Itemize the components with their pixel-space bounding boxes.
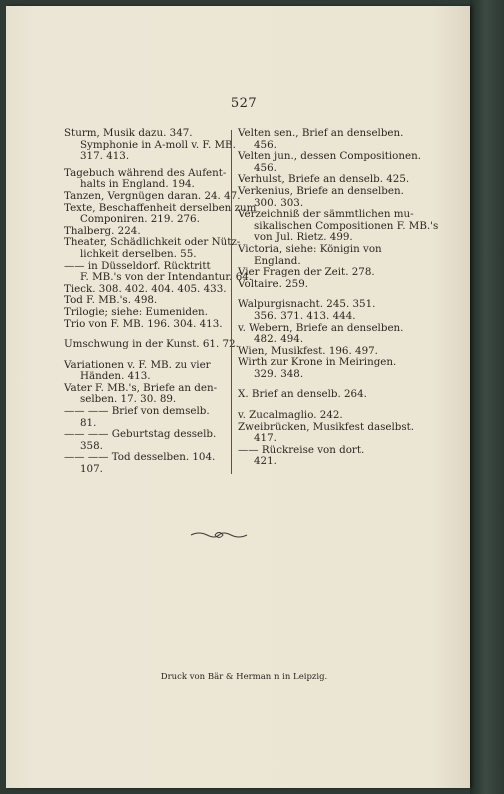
index-entry-heading: Wien, Musikfest. 196. 497. (238, 344, 378, 357)
ornament-divider (189, 529, 249, 541)
index-entry-heading: Verhulst, Briefe an denselb. 425. (238, 173, 410, 186)
index-entry-heading: X. Brief an denselb. 264. (238, 388, 367, 401)
index-entry-heading: Vier Fragen der Zeit. 278. (238, 266, 375, 279)
index-entry-continuation: lichkeit derselben. 55. (80, 247, 197, 260)
index-column-left (64, 127, 257, 476)
index-entry-heading: Variationen v. F. MB. zu vier (64, 358, 211, 371)
index-entry (238, 186, 416, 209)
printer-imprint: Druck von Bär & Herman n in Leipzig. (160, 672, 328, 682)
index-entry (238, 323, 416, 346)
index-entry (238, 389, 416, 401)
index-entry (64, 168, 234, 191)
index-entry-continuation: Componiren. 219. 276. (80, 213, 200, 226)
index-entry-heading: Tagebuch während des Aufent- (64, 166, 227, 179)
index-entry-heading: Voltaire. 259. (238, 277, 309, 290)
index-entry-continuation: 358. (80, 439, 103, 452)
index-entry-heading: Trio von F. MB. 196. 304. 413. (64, 317, 223, 330)
index-entry (64, 406, 234, 429)
index-entry (64, 452, 234, 475)
index-entry (64, 319, 234, 331)
index-entry-continuation: 317. 413. (80, 150, 130, 163)
index-entry (64, 383, 234, 406)
index-entry-heading: —— —— Geburtstag desselb. (64, 428, 217, 441)
index-entry-heading: Sturm, Musik dazu. 347. (64, 127, 193, 139)
index-entry (64, 338, 239, 351)
index-entry (64, 128, 234, 163)
index-entry-heading: —— in Düsseldorf. Rücktritt (64, 259, 211, 272)
index-entry-heading: Velten sen., Brief an denselben. (238, 127, 404, 139)
index-entry-continuation: F. MB.'s von der Intendantur. 64. (80, 271, 253, 284)
index-entry-heading: Umschwung in der Kunst. 61. 72. (64, 338, 239, 351)
index-entry-heading: Texte, Beschaffenheit derselben zum (64, 201, 257, 214)
index-entry-heading: Theater, Schädlichkeit oder Nütz- (64, 236, 241, 249)
index-entry (238, 279, 416, 291)
index-entry-continuation: sikalischen Compositionen F. MB.'s (254, 219, 439, 232)
index-entry (238, 267, 416, 279)
index-entry-continuation: 81. (80, 416, 97, 429)
index-entry-continuation: 421. (254, 455, 277, 468)
index-entry-continuation: 329. 348. (254, 367, 304, 380)
index-entry-heading: v. Zucalmaglio. 242. (238, 409, 343, 422)
index-entry-heading: —— —— Brief von demselb. (64, 405, 210, 418)
index-entry-heading: Tieck. 308. 402. 404. 405. 433. (64, 282, 227, 295)
index-entry-continuation: 417. (254, 432, 277, 445)
index-entry (238, 208, 439, 244)
index-entry (64, 307, 234, 319)
index-entry-heading: —— —— Tod desselben. 104. (64, 451, 216, 464)
index-entry-continuation: halts in England. 194. (80, 178, 195, 191)
index-entry-heading: Zweibrücken, Musikfest daselbst. (238, 420, 415, 433)
index-entry (238, 422, 416, 445)
index-entry (64, 360, 234, 383)
index-entry (238, 445, 416, 468)
index-entry-heading: —— Rückreise von dort. (238, 443, 365, 456)
book-edge (470, 0, 504, 794)
index-entry-heading: Trilogie; siehe: Eumeniden. (64, 305, 208, 318)
index-entry-heading: Tanzen, Vergnügen daran. 24. 47. (64, 189, 241, 202)
index-entry-continuation: 456. (254, 161, 277, 174)
page-number: 527 (230, 96, 258, 111)
index-entry-continuation: England. (254, 254, 301, 267)
index-entry-continuation: 107. (80, 463, 103, 476)
index-entry-heading: Victoria, siehe: Königin von (238, 242, 382, 255)
index-entry-heading: Vater F. MB.'s, Briefe an den- (64, 381, 218, 394)
index-entry-continuation: selben. 17. 30. 89. (80, 393, 177, 406)
index-entry-heading: Tod F. MB.'s. 498. (64, 294, 158, 307)
index-entry-heading: Thalberg. 224. (64, 224, 141, 237)
index-entry-continuation: 482. 494. (254, 333, 304, 346)
index-entry-continuation: 300. 303. (254, 196, 304, 209)
index-entry (238, 150, 422, 174)
index-entry-heading: Walpurgisnacht. 245. 351. (238, 298, 376, 311)
index-entry (64, 201, 257, 226)
index-entry (64, 259, 253, 284)
index-entry (238, 410, 416, 422)
index-entry-heading: Verzeichniß der sämmtlichen mu- (238, 208, 414, 221)
column-divider (231, 130, 232, 474)
index-entry-heading: Velten jun., dessen Compositionen. (238, 150, 422, 163)
book-page (6, 6, 470, 788)
index-entry (238, 244, 416, 267)
index-entry (64, 236, 241, 260)
index-entry (238, 357, 416, 380)
index-entry (64, 429, 234, 452)
index-entry (64, 189, 241, 203)
index-entry-heading: v. Webern, Briefe an denselben. (238, 321, 404, 334)
index-entry-continuation: 356. 371. 413. 444. (254, 309, 356, 322)
index-column-right (238, 127, 439, 468)
index-entry-heading: Wirth zur Krone in Meiringen. (238, 356, 397, 369)
index-entry-continuation: Symphonie in A-moll v. F. MB. (80, 138, 236, 151)
index-entry-heading: Verkenius, Briefe an denselben. (238, 184, 404, 197)
index-entry-continuation: 456. (254, 138, 277, 151)
index-entry-continuation: Händen. 413. (80, 370, 151, 383)
index-entry-continuation: von Jul. Rietz. 499. (254, 231, 353, 244)
index-entry (238, 299, 416, 322)
index-entry (238, 128, 416, 151)
